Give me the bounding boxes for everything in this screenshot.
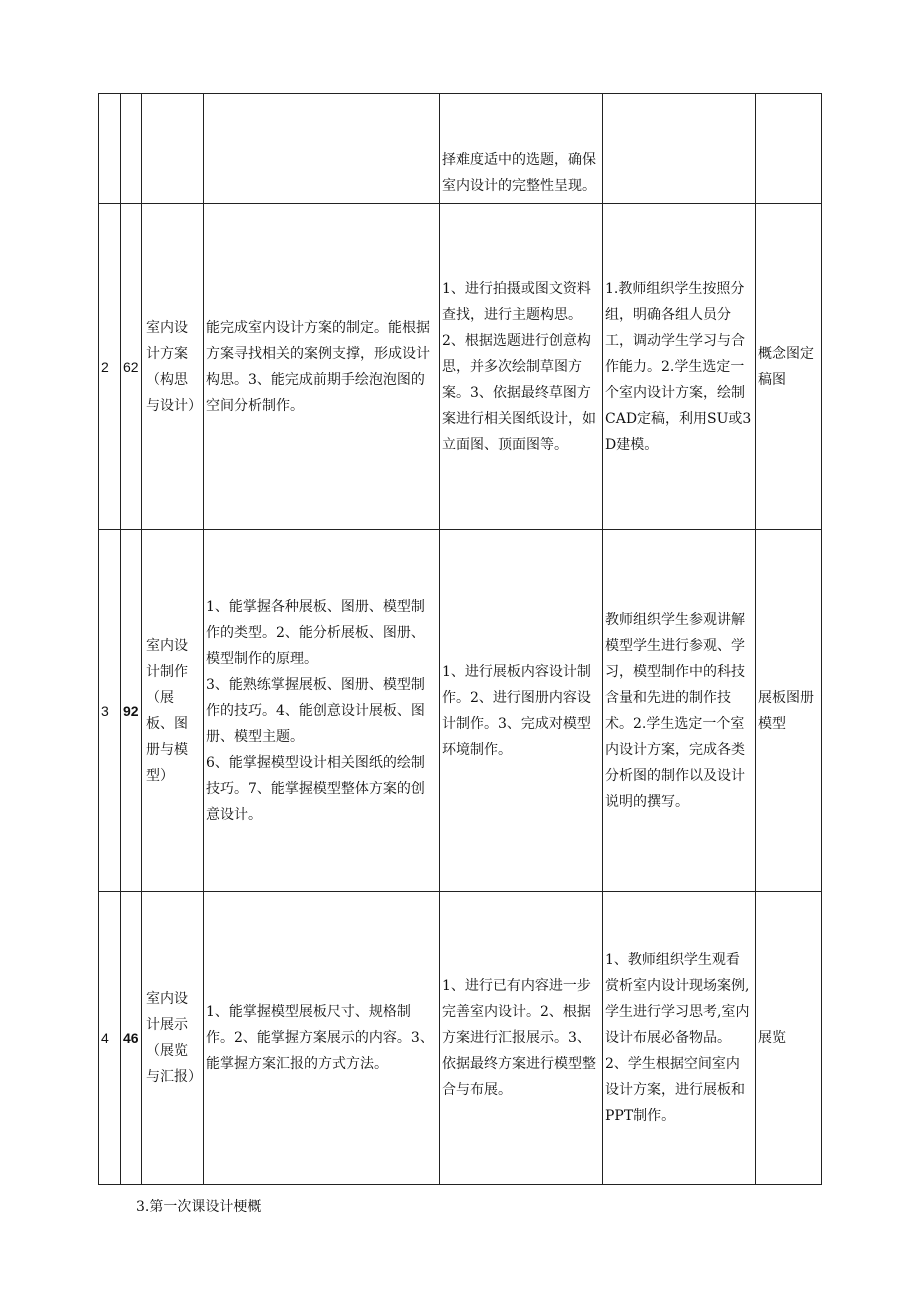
section-heading: 3.第一次课设计梗概 — [136, 1199, 262, 1215]
activities-cell — [440, 204, 603, 530]
output-cell — [756, 94, 822, 204]
activities-text: 1、进行已有内容进一步完善室内设计。2、根据方案进行汇报展示。3、依据最终方案进行模型整合与布展。 — [442, 978, 596, 1098]
teaching-text: 1、教师组织学生观看赏析室内设计现场案例,学生进行学习思考,室内设计布展必备物品。 — [605, 952, 750, 1046]
hours-cell: 46 — [121, 892, 142, 1185]
teaching-cell — [603, 204, 756, 530]
activities-cell — [440, 530, 603, 892]
teaching-cell — [603, 892, 756, 1185]
objectives-cell — [204, 530, 440, 892]
hours-cell — [121, 94, 142, 204]
objectives-text: 1、能掌握模型展板尺寸、规格制作。2、能掌握方案展示的内容。3、能掌握方案汇报的方式方法。 — [206, 1004, 434, 1072]
objectives-cell — [204, 892, 440, 1185]
teaching-cell — [603, 530, 756, 892]
output-cell: 展板图册模型 — [756, 530, 822, 892]
objectives-cell — [204, 94, 440, 204]
row-index-cell: 4 — [99, 892, 121, 1185]
objectives-cell — [204, 204, 440, 530]
teaching-text: 2、学生根据空间室内设计方案，进行展板和PPT制作。 — [605, 1056, 745, 1124]
table-row — [99, 204, 822, 530]
table-row — [99, 94, 822, 204]
output-cell: 概念图定稿图 — [756, 204, 822, 530]
output-cell: 展览 — [756, 892, 822, 1185]
teaching-cell — [603, 94, 756, 204]
row-index-cell: 3 — [99, 530, 121, 892]
row-index-cell: 2 — [99, 204, 121, 530]
row-index-cell — [99, 94, 121, 204]
objectives-text: 能完成室内设计方案的制定。能根据方案寻找相关的案例支撑，形成设计构思。3、能完成前期手绘泡泡图的空间分析制作。 — [206, 319, 430, 414]
activities-text: 1、进行展板内容设计制作。2、进行图册内容设计制作。3、完成对模型环境制作。 — [442, 663, 591, 758]
activities-cell — [440, 94, 603, 204]
teaching-text: 教师组织学生参观讲解模型学生进行参观、学习，模型制作中的科技含量和先进的制作技术。2.学生选定一个室内设计方案，完成各类分析图的制作以及设计说明的撰写。 — [605, 611, 745, 810]
activities-cell — [440, 892, 603, 1185]
table-row — [99, 530, 822, 892]
objectives-text: 1、能掌握各种展板、图册、模型制作的类型。2、能分析展板、图册、模型制作的原理。 — [206, 598, 425, 667]
table-row — [99, 892, 822, 1185]
activities-text: 择难度适中的选题，确保室内设计的完整性呈现。 — [442, 152, 596, 194]
module-cell: 室内设计展示（展览与汇报） — [142, 892, 204, 1185]
module-cell — [142, 94, 204, 204]
activities-text: 1、进行拍摄或图文资料查找，进行主题构思。2、根据选题进行创意构思，并多次绘制草图方案。3、依据最终草图方案进行相关图纸设计，如立面图、顶面图等。 — [442, 280, 596, 453]
hours-cell: 62 — [121, 204, 142, 530]
objectives-text: 3、能熟练掌握展板、图册、模型制作的技巧。4、能创意设计展板、图册、模型主题。 — [206, 676, 425, 745]
module-cell: 室内设计制作（展板、图册与模型） — [142, 530, 204, 892]
hours-cell: 92 — [121, 530, 142, 892]
module-cell: 室内设计方案（构思与设计） — [142, 204, 204, 530]
curriculum-table — [98, 93, 822, 1185]
objectives-text: 6、能掌握模型设计相关图纸的绘制技巧。7、能掌握模型整体方案的创意设计。 — [206, 754, 425, 823]
teaching-text: 1.教师组织学生按照分组，明确各组人员分工，调动学生学习与合作能力。2.学生选定一个室内设计方案，绘制CAD定稿，利用SU或3D建模。 — [605, 280, 752, 453]
